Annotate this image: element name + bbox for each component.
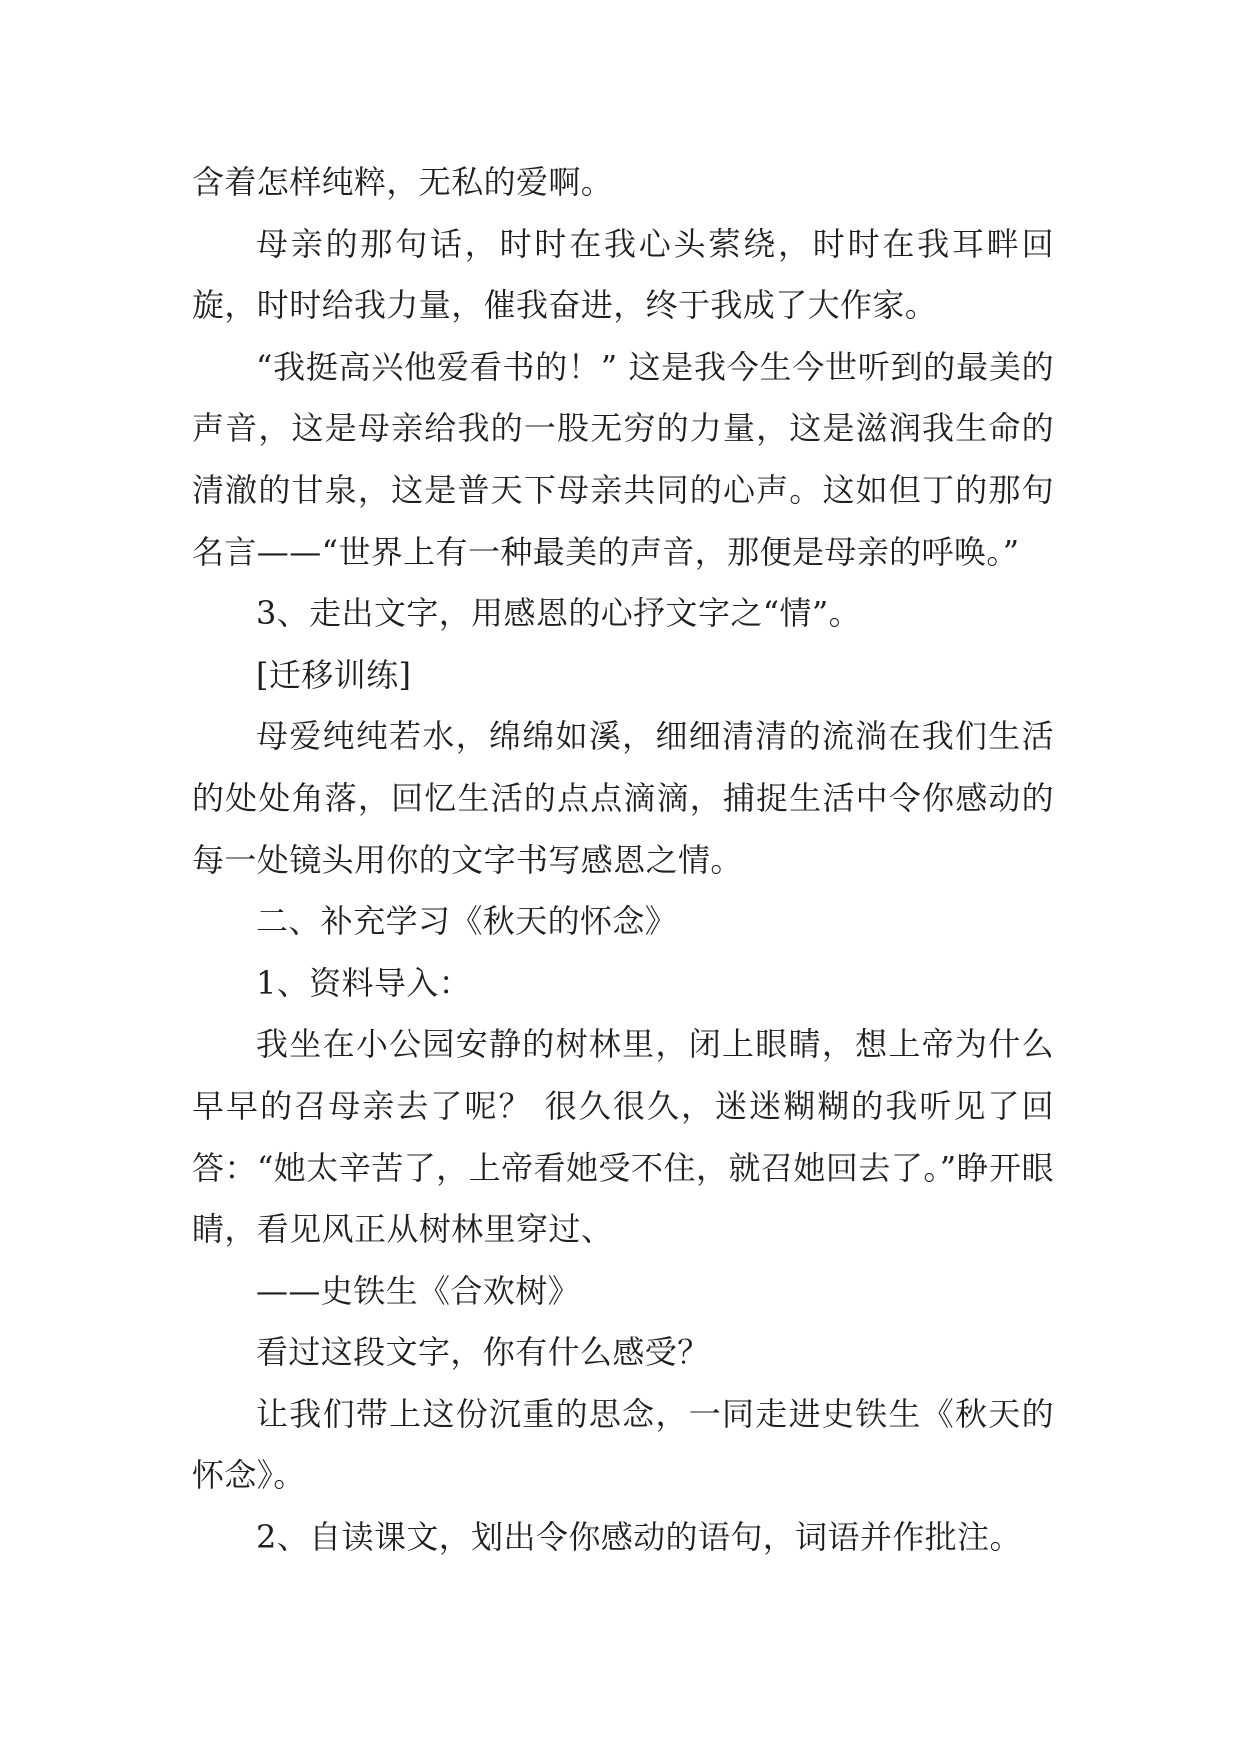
paragraph: [迁移训练] [256, 655, 412, 694]
paragraph: “我挺高兴他爱看书的！” 这是我今生今世听到的最美的声音，这是母亲给我的一股无穷的力量，这是滋润我生命的清澈的甘泉，这是普天下母亲共同的心声。这如但丁的那句名言——“世界上有一种最美的声音，那便是母亲的呼唤。” [192, 347, 1054, 571]
paragraph: 母爱纯纯若水，绵绵如溪，细细清清的流淌在我们生活的处处角落，回忆生活的点点滴滴，捕捉生活中令你感动的每一处镜头用你的文字书写感恩之情。 [192, 717, 1054, 879]
paragraph: 母亲的那句话，时时在我心头萦绕，时时在我耳畔回旋，时时给我力量，催我奋进，终于我成了大作家。 [192, 224, 1054, 325]
paragraph: 让我们带上这份沉重的思念，一同走进史铁生《秋天的怀念》。 [192, 1394, 1054, 1495]
section-heading: 二、补充学习《秋天的怀念》 [256, 902, 678, 941]
paragraph: 看过这段文字，你有什么感受？ [256, 1333, 710, 1372]
document-page [192, 152, 1054, 1569]
paragraph: 含着怎样纯粹，无私的爱啊。 [192, 163, 614, 201]
paragraph: 1、资料导入： [256, 963, 472, 1002]
quoted-passage: 我坐在小公园安静的树林里，闭上眼睛，想上帝为什么早早的召母亲去了呢？ 很久很久，迷迷糊糊的我听见了回答：“她太辛苦了，上帝看她受不住，就召她回去了。”睁开眼睛，看见风正从树林里穿过、 [192, 1025, 1054, 1249]
paragraph: 2、自读课文，划出令你感动的语句，词语并作批注。 [256, 1518, 1022, 1557]
paragraph: 3、走出文字，用感恩的心抒文字之“情”。 [256, 594, 862, 633]
quote-attribution: ——史铁生《合欢树》 [256, 1271, 581, 1310]
